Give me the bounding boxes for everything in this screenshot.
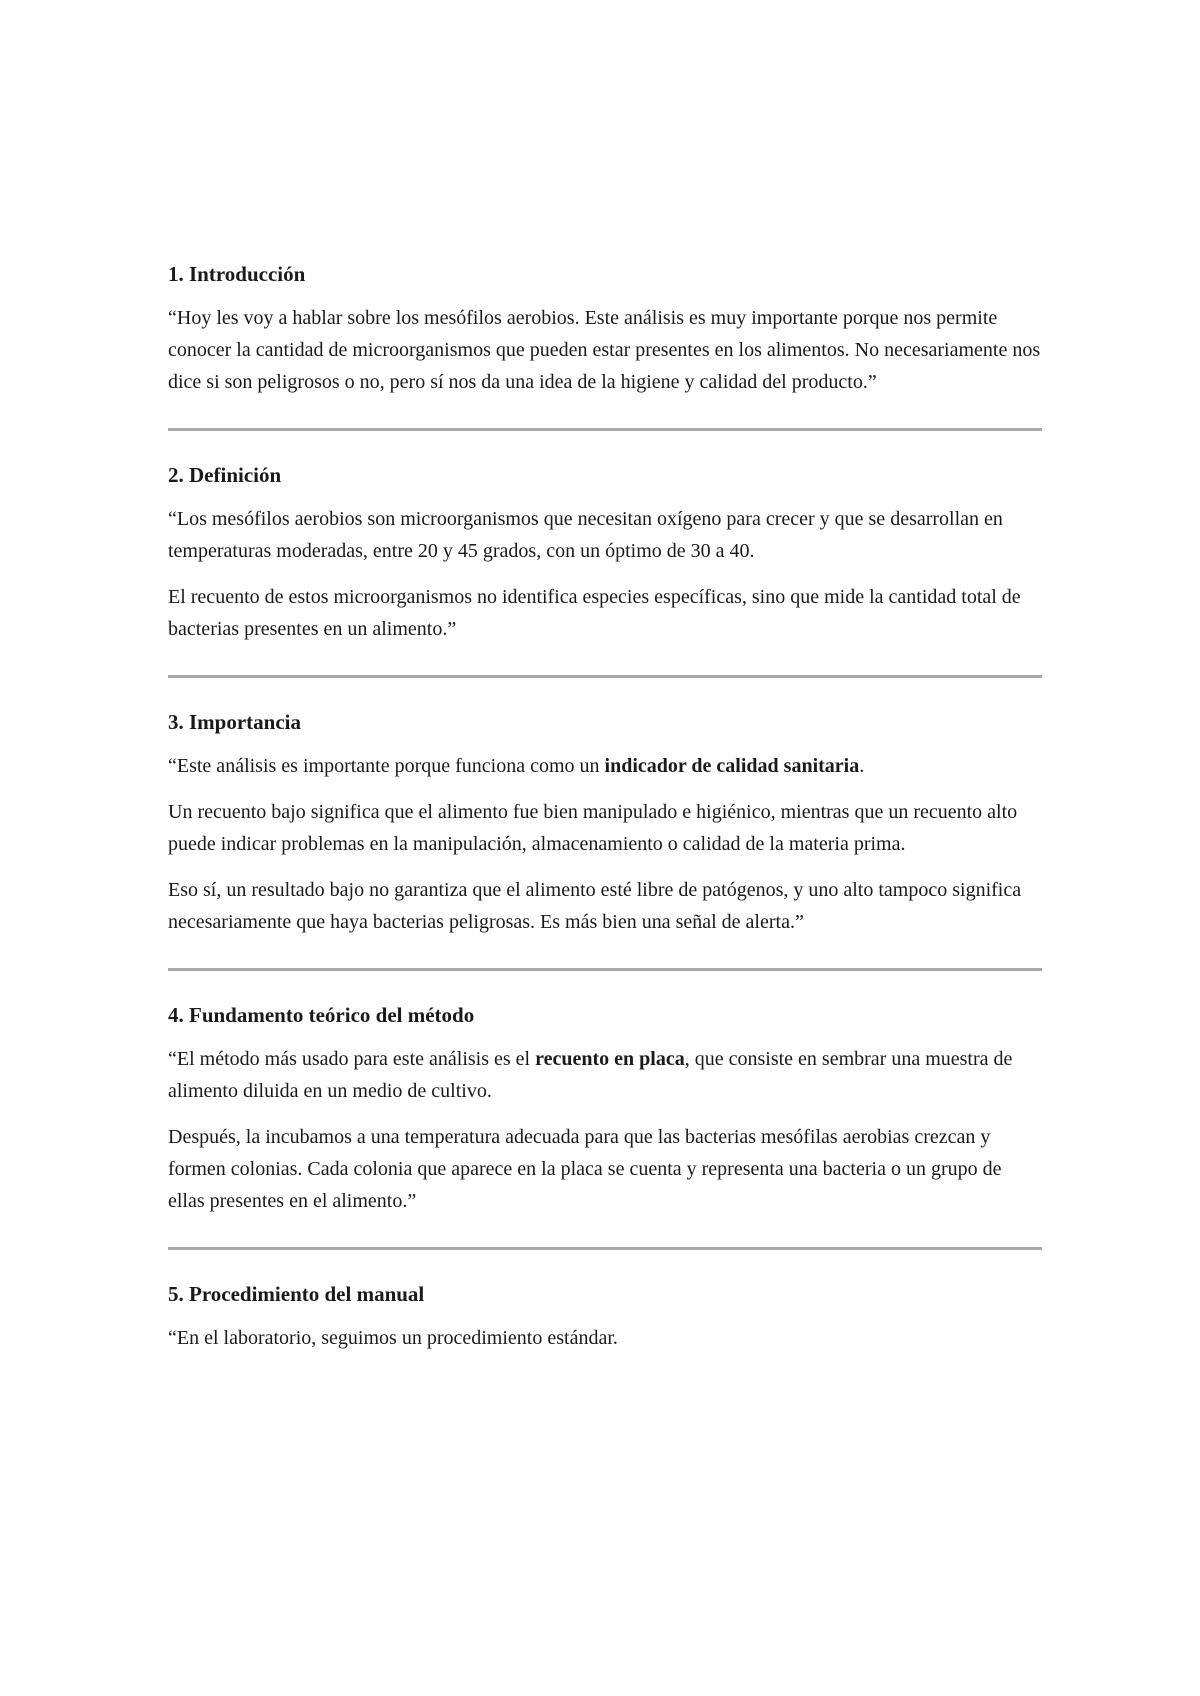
section-divider <box>168 968 1042 971</box>
paragraph: “En el laboratorio, seguimos un procedimiento estándar. <box>168 1327 618 1349</box>
section-title: 1. Introducción <box>168 262 306 286</box>
bold-text: recuento en placa <box>535 1048 685 1070</box>
section-divider <box>168 675 1042 678</box>
section-procedimiento <box>168 1278 1042 1354</box>
section-importancia <box>168 706 1042 938</box>
paragraph: El recuento de estos microorganismos no identifica especies específicas, sino que mide la cantidad total de bacterias presentes en un alimento.” <box>168 586 1021 640</box>
section-definicion <box>168 459 1042 645</box>
paragraph: “Los mesófilos aerobios son microorganismos que necesitan oxígeno para crecer y que se desarrollan en temperaturas moderadas, entre 20 y 45 grados, con un óptimo de 30 a 40. <box>168 508 1003 562</box>
paragraph: Eso sí, un resultado bajo no garantiza que el alimento esté libre de patógenos, y uno alto tampoco significa necesariamente que haya bacterias peligrosas. Es más bien una señal de alerta.” <box>168 879 1022 933</box>
document-page <box>168 258 1042 1368</box>
paragraph: “Este análisis es importante porque funciona como un indicador de calidad sanitaria. <box>168 755 865 777</box>
paragraph: “El método más usado para este análisis es el recuento en placa, que consiste en sembrar una muestra de alimento diluida en un medio de cultivo. <box>168 1048 1013 1102</box>
paragraph: “Hoy les voy a hablar sobre los mesófilos aerobios. Este análisis es muy importante porque nos permite conocer la cantidad de microorganismos que pueden estar presentes en los alimentos. No necesariamente nos dice si son peligrosos o no, pero sí nos da una idea de la higiene y calidad del producto.” <box>168 307 1041 393</box>
paragraph: Después, la incubamos a una temperatura adecuada para que las bacterias mesófilas aerobias crezcan y formen colonias. Cada colonia que aparece en la placa se cuenta y representa una bacteria o un grupo de ellas presentes en el alimento.” <box>168 1126 1002 1212</box>
section-divider <box>168 1247 1042 1250</box>
section-title: 4. Fundamento teórico del método <box>168 1003 475 1027</box>
section-divider <box>168 428 1042 431</box>
section-title: 2. Definición <box>168 463 282 487</box>
section-title: 5. Procedimiento del manual <box>168 1282 425 1306</box>
section-title: 3. Importancia <box>168 710 301 734</box>
paragraph: Un recuento bajo significa que el alimento fue bien manipulado e higiénico, mientras que un recuento alto puede indicar problemas en la manipulación, almacenamiento o calidad de la materia prima. <box>168 801 1018 855</box>
bold-text: indicador de calidad sanitaria <box>604 755 860 777</box>
section-fundamento <box>168 999 1042 1217</box>
section-introduccion <box>168 258 1042 398</box>
